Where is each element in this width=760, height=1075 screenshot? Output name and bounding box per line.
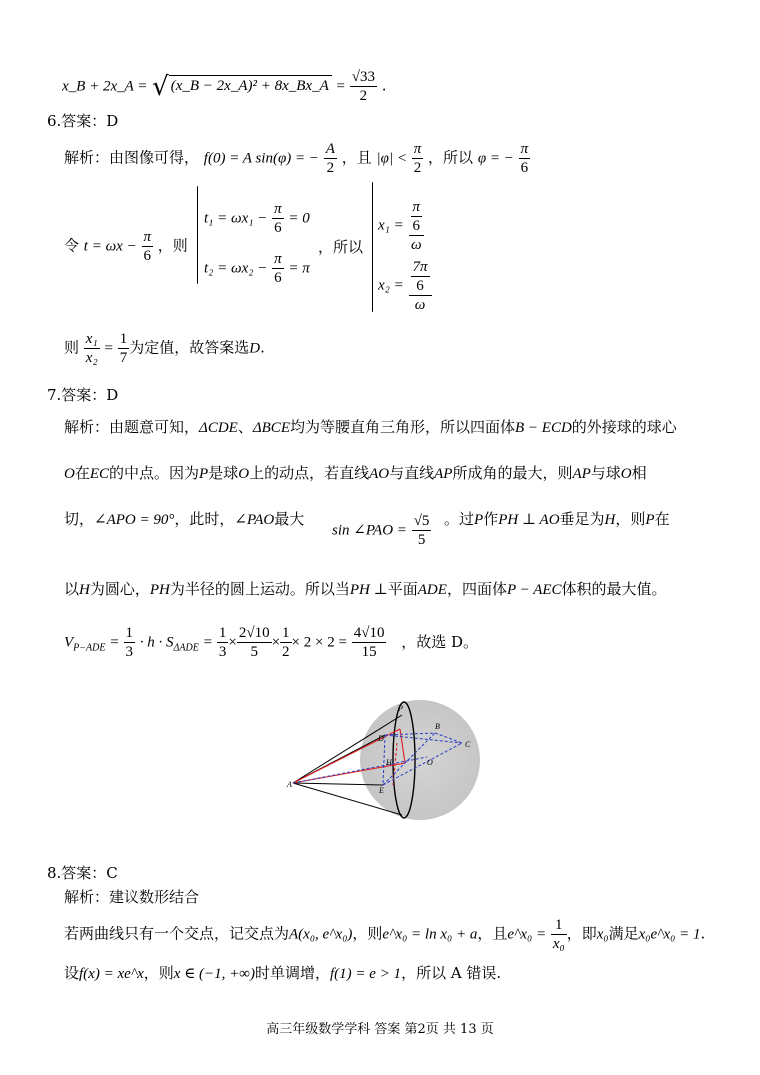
q6-frac-t	[142, 228, 154, 265]
q6-l1-pre: 解析：由图像可得，	[64, 148, 200, 167]
q7-l2-f: 所成角的最大，则	[452, 464, 573, 482]
vol-eq: =	[110, 634, 119, 651]
sys1-a: t₁ = ωx₁ −	[204, 210, 268, 227]
q7-l4-f: 体积的最大值。	[561, 580, 667, 598]
q8-line1: 解析：建议数形结合	[64, 888, 200, 906]
vol-f3	[237, 624, 272, 661]
q7-l4-a: 以	[64, 580, 80, 598]
f4d: 2	[282, 644, 290, 660]
q7-l2-d: 上的动点，若直线	[249, 464, 370, 482]
q6-brace-1	[197, 186, 198, 284]
sys2-b: = π	[288, 260, 310, 277]
q7-perp: PH ⊥ AO	[498, 512, 560, 528]
q7-l4-ade: ADE	[417, 582, 447, 598]
q6-l3-post-b: .	[260, 338, 265, 357]
q7-t1: ΔCDE	[199, 420, 238, 436]
q7-l4-c: 为半径的圆上运动。所以当	[169, 580, 350, 598]
q7-o2: O	[238, 466, 250, 482]
result-num: √33	[351, 69, 376, 85]
q7-l1-c: 均为等腰直角三角形，所以四面体	[289, 418, 515, 436]
vol-f2	[217, 624, 229, 661]
q6-line2-left	[64, 228, 188, 265]
q6-l3-pre: 则	[64, 338, 80, 357]
q6-phi-abs: |φ| <	[376, 150, 407, 167]
q6-line1	[64, 140, 530, 177]
x1-top-den: 6	[412, 218, 421, 234]
q7-l3-g: ，则	[615, 510, 646, 528]
q7-ap: AP	[434, 466, 453, 482]
vol-f4	[280, 624, 292, 661]
q8-l3-c: 时单调增，	[254, 964, 330, 982]
q7-t3: B − ECD	[515, 420, 572, 436]
q7-l4-d: 平面	[387, 580, 418, 598]
q7-l3-f: 垂足为	[559, 510, 605, 528]
q8-eq2: e^x₀ =	[507, 926, 547, 943]
t-den: 6	[143, 248, 151, 264]
q6-f0: f(0) = A sin(φ) = −	[203, 150, 319, 167]
pi6-num: π	[520, 141, 529, 157]
value-den: 7	[119, 350, 128, 366]
sys2-den: 6	[274, 270, 282, 286]
q7-l4-b: 为圆心，	[89, 580, 150, 598]
sys1-b: = 0	[288, 210, 310, 227]
x1-top-num: π	[412, 199, 421, 215]
label-c: C	[465, 740, 471, 749]
q6-l1-mid2: ，所以	[428, 148, 474, 167]
q6-l1-mid: ，且	[341, 148, 372, 167]
q6-brace-2	[372, 182, 373, 312]
sphere	[360, 700, 480, 820]
sys2-num: π	[274, 251, 282, 267]
q7-ap2: AP	[572, 466, 591, 482]
q6-x2	[378, 258, 432, 314]
q7-line2	[64, 462, 647, 483]
result-den: 2	[359, 88, 368, 104]
q7-l4-ph2: PH ⊥	[349, 582, 388, 598]
t-num: π	[143, 229, 152, 245]
f1n: 1	[125, 625, 133, 641]
vol-tail: × 2 × 2 =	[291, 634, 347, 651]
sqrt-sign: √	[152, 71, 169, 102]
vol-eq2: =	[203, 634, 213, 651]
vol-end: ，故选 D。	[401, 632, 479, 651]
q6-x1	[378, 198, 424, 254]
q8-l2-a: 若两曲线只有一个交点，记交点为	[64, 924, 290, 943]
label-b: B	[435, 722, 440, 731]
q6-sys-1	[204, 200, 310, 237]
vol-x2: ×	[271, 634, 281, 651]
formula-top	[62, 68, 387, 105]
q8-line2	[64, 916, 705, 953]
vol-f5	[352, 624, 387, 661]
q7-l2-c: 是球	[208, 464, 239, 482]
q6-value	[118, 330, 130, 367]
a2-den: 2	[326, 160, 335, 176]
f2d: 3	[218, 644, 227, 660]
x2-top	[409, 258, 432, 296]
q8-fd: x₀	[552, 936, 565, 952]
sqrt-expr: (x_B − 2x_A)² + 8x_Bx_A	[169, 75, 332, 94]
pi2-num: π	[413, 141, 422, 157]
x2-label: x₂ =	[378, 277, 404, 294]
sys1-num: π	[274, 201, 282, 217]
q7-ang2: ∠PAO	[234, 512, 275, 528]
vol-v: V	[64, 634, 74, 651]
x2-top-den: 6	[416, 278, 424, 294]
q6-ratio	[84, 330, 100, 367]
q7-l3-c: 最大	[274, 510, 305, 528]
q8-line3	[64, 962, 501, 983]
q8-pt: A(x₀, e^x₀)	[289, 926, 353, 943]
f3n: 2√10	[238, 625, 270, 641]
vol-ssub: ΔADE	[173, 642, 199, 654]
q8-f1: f(1) = e > 1	[330, 966, 402, 982]
q6-phi-eq: φ = −	[477, 150, 514, 167]
q7-ao: AO	[369, 466, 390, 482]
q7-l2-e: 与直线	[389, 464, 435, 482]
q7-l3-i: 在	[654, 510, 670, 528]
sys1-den: 6	[274, 220, 282, 236]
formula-lhs: x_B + 2x_A =	[62, 78, 148, 95]
x2-frac	[409, 258, 432, 314]
x1-top	[409, 198, 425, 236]
q7-line5	[64, 624, 478, 661]
f2n: 1	[218, 625, 227, 641]
label-a: A	[287, 780, 292, 789]
label-p: P	[398, 704, 403, 713]
q8-l2-c: ，且	[477, 924, 508, 943]
q7-l2-h: 相	[631, 464, 647, 482]
q7-l4-ph: PH	[149, 582, 170, 598]
q7-t2: ΔBCE	[252, 420, 290, 436]
x2-bot: ω	[414, 297, 426, 313]
f5n: 4√10	[353, 625, 385, 641]
sin-den: 5	[417, 532, 426, 548]
label-h: H	[386, 758, 392, 767]
q7-l1-d: 的外接球的球心	[571, 418, 677, 436]
label-d: D	[378, 734, 384, 743]
q7-l3-h: H	[604, 512, 616, 528]
q7-l2-g: 与球	[590, 464, 621, 482]
q6-t-eq: t = ωx −	[83, 238, 137, 255]
q7-l1-b: 、	[237, 418, 253, 436]
f3d: 5	[250, 644, 258, 660]
q7-l2-a: 在	[74, 464, 90, 482]
q6-l2-pre: 令	[64, 236, 80, 255]
sin-num: √5	[413, 513, 430, 529]
q7-header: 7.答案：D	[47, 386, 119, 404]
formula-eq: =	[336, 78, 345, 95]
formula-end: .	[381, 76, 387, 95]
q7-l4-e: ，四面体	[446, 580, 507, 598]
x2-top-frac	[411, 258, 430, 295]
x1-bot: ω	[410, 237, 422, 253]
vol-sub: P−ADE	[73, 642, 106, 654]
q6-frac-pi2	[412, 140, 424, 177]
q8-fn: 1	[551, 916, 567, 935]
q6-frac-pi6	[519, 140, 531, 177]
ratio-den: x₂	[85, 350, 98, 366]
f5d: 15	[361, 644, 377, 660]
x2-top-num: 7π	[412, 259, 428, 275]
x1-label: x₁ =	[378, 217, 404, 234]
vol-x1: ×	[228, 634, 237, 651]
a2-num: A	[325, 141, 335, 157]
q7-l3-e: 作	[483, 510, 499, 528]
q8-l3-a: 设	[64, 964, 80, 982]
q8-x0: x₀	[596, 926, 609, 943]
q7-l4-h: H	[79, 582, 90, 598]
q6-frac-a2	[324, 140, 337, 177]
label-e: E	[379, 786, 384, 795]
q7-l3-d: 。过	[444, 510, 475, 528]
pi6-den: 6	[520, 160, 529, 176]
q8-l3-d: ，所以 A 错误.	[401, 964, 502, 982]
q7-sin-frac	[412, 512, 432, 549]
value-num: 1	[119, 331, 128, 347]
q8-dom: x ∈ (−1, +∞)	[173, 966, 255, 982]
vol-mid: · h · S	[139, 634, 174, 651]
q8-l2-b: ，则	[352, 924, 383, 943]
q7-sin	[332, 512, 431, 549]
q7-line3-right	[444, 508, 670, 529]
vol-f1	[124, 624, 136, 661]
q8-eq1: e^x₀ = ln x₀ + a	[382, 926, 478, 943]
sys2-frac	[272, 250, 284, 287]
formula-result	[350, 68, 377, 105]
q8-fx: f(x) = xe^x	[79, 966, 144, 982]
q7-line1	[64, 416, 677, 437]
q7-p: P	[199, 466, 209, 482]
x1-frac	[409, 198, 425, 254]
sys2-a: t₂ = ωx₂ −	[204, 260, 268, 277]
q6-header: 6.答案：D	[47, 112, 119, 130]
q7-l3-p2: P	[645, 512, 655, 528]
q6-l2-ze: ，则	[157, 236, 188, 255]
q7-line4	[64, 578, 667, 599]
f4n: 1	[282, 625, 290, 641]
q6-l3-post-d: D	[249, 340, 261, 357]
q7-l3-p: P	[474, 512, 484, 528]
x1-top-frac	[411, 198, 423, 235]
q7-l1-a: 解析：由题意可知，	[64, 418, 200, 436]
q7-l3-a: 切，	[64, 510, 95, 528]
page-footer: 高三年级数学学科 答案 第2页 共 13 页	[266, 1022, 494, 1037]
q8-l2-d: ，即	[566, 924, 597, 943]
sys1-frac	[272, 200, 284, 237]
q8-eq3: x₀e^x₀ = 1	[638, 926, 701, 943]
q6-sys-2	[204, 250, 310, 287]
q7-o: O	[64, 466, 75, 482]
q7-ang1: ∠APO = 90°	[94, 512, 175, 528]
f1d: 3	[125, 644, 133, 660]
q8-frac	[551, 916, 567, 953]
q8-l2-f: .	[700, 924, 706, 943]
q6-suoyi: ，所以	[318, 238, 364, 256]
q6-l3-eq: =	[104, 340, 113, 357]
q7-o3: O	[620, 466, 632, 482]
q8-l3-b: ，则	[143, 964, 174, 982]
ratio-num: x₁	[85, 331, 98, 347]
q7-l2-b: 的中点。因为	[109, 464, 200, 482]
q7-sin-text: sin ∠PAO =	[332, 522, 407, 539]
label-o: O	[427, 758, 433, 767]
q8-header: 8.答案：C	[47, 864, 118, 882]
q6-l3-post-a: 为定值，故答案选	[129, 338, 250, 357]
q6-line3	[64, 330, 265, 367]
q8-l2-e: 满足	[608, 924, 639, 943]
sphere-figure	[285, 695, 495, 830]
q7-l3-b: ，此时，	[174, 510, 235, 528]
q7-l4-paec: P − AEC	[506, 582, 562, 598]
q7-line3	[64, 508, 304, 529]
q7-ec: EC	[89, 466, 110, 482]
pi2-den: 2	[413, 160, 422, 176]
